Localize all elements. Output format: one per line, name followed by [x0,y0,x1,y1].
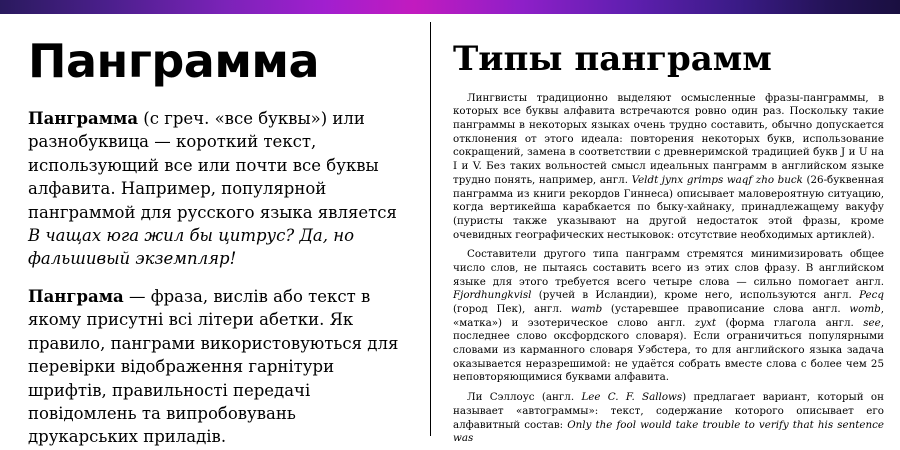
seg: (устаревшее правописание слова англ. [602,303,850,315]
body-paragraph-3 [453,391,884,446]
seg-italic: Only the fool would take trouble to verify that his sentence was [453,418,884,445]
right-column [431,14,900,450]
seg-italic: Fjordhungkvisl [453,289,532,302]
left-paragraph-1-text: (с греч. «все буквы») или разнобуквица — короткий текст, использующий все или почти все буквы алфавита. Например, популярной панграммой для русского языка является [28,108,397,222]
decorative-gradient-band [0,0,900,14]
seg: Ли Сэллоус (англ. [467,391,582,404]
seg: (форма глагола англ. [716,316,864,329]
seg: (ручей в Исландии), кроме него, используются англ. [531,289,860,302]
seg: (26-буквенная панграмма из книги рекордов Гиннеса) описывает маловероятную ситуацию, когда вертикейша карабкается по быку-хайнаку, принадлежащему вакуфу (пуристы также указывают на другой недостаток этой фразы, кроме очевидных географических нестыковок: отсутствие необходимых артиклей). [453,173,884,241]
seg-italic: zyxt [694,316,717,329]
seg: (город Пек), англ. [453,303,571,315]
seg: , «матка») и эзотерическое слово англ. [453,303,884,329]
body-paragraph-1 [453,92,884,243]
seg-italic: womb [849,303,881,315]
left-paragraph-2 [28,285,406,449]
term-pangramma-ru: Панграмма [28,108,139,128]
seg-italic: Lee C. F. Sallows [581,391,683,404]
left-paragraph-2-text: — фраза, вислів або текст в якому присутні всі літери абетки. Як правило, панграми використовуються для перевірки відображення гарнітури шрифтів, правильності передачі повідомлень та випробовувань друкарських приладів. [28,286,399,447]
seg-italic: see [863,316,881,329]
left-paragraph-1 [28,107,406,271]
seg-italic: Pecq [859,289,884,302]
seg: Составители другого типа панграмм стремятся минимизировать общее число слов, не пытаясь составить всего из этих слов фразу. В английском языке для этого требуется всего четыре слова — сильно помогает англ. [453,248,884,288]
seg-italic: Veldt jynx grimps waqf zho buck [631,173,803,186]
seg: , последнее слово оксфордского словаря). Если ограничиться популярными словами из карманного словаря Уэбстера, то для английского языка задача оказывается неразрешимой: не удаётся собрать вместе слова с более чем 25 неповторяющимися буквами алфавита. [453,316,885,384]
left-column [0,14,430,450]
seg: Лингвисты традиционно выделяют осмысленные фразы-панграммы, в которых все буквы алфавита встречаются ровно один раз. Поскольку такие панграммы в некоторых языках очень трудно составить, обычно допускается отклонения от этого идеала: повторения некоторых букв, использование сокращений, замена в соответствии с древнеримской традицией букв J и U на I и V. Без таких вольностей смысл идеальных панграмм в английском языке трудно понять, например, англ. [453,91,884,186]
seg-italic: wamb [570,303,603,315]
body-paragraph-2 [453,248,884,385]
left-paragraph-1-example: В чащах юга жил бы цитрус? Да, но фальшивый экземпляр! [28,226,355,269]
two-column-layout [0,14,900,450]
page-title: Панграмма [28,34,320,88]
seg: ) предлагает вариант, который он называет «автограммы»: текст, содержание которого описывает его алфавитный состав: [453,391,884,431]
term-pangrama-uk: Панграма [28,286,124,306]
section-title: Типы панграмм [453,39,772,79]
